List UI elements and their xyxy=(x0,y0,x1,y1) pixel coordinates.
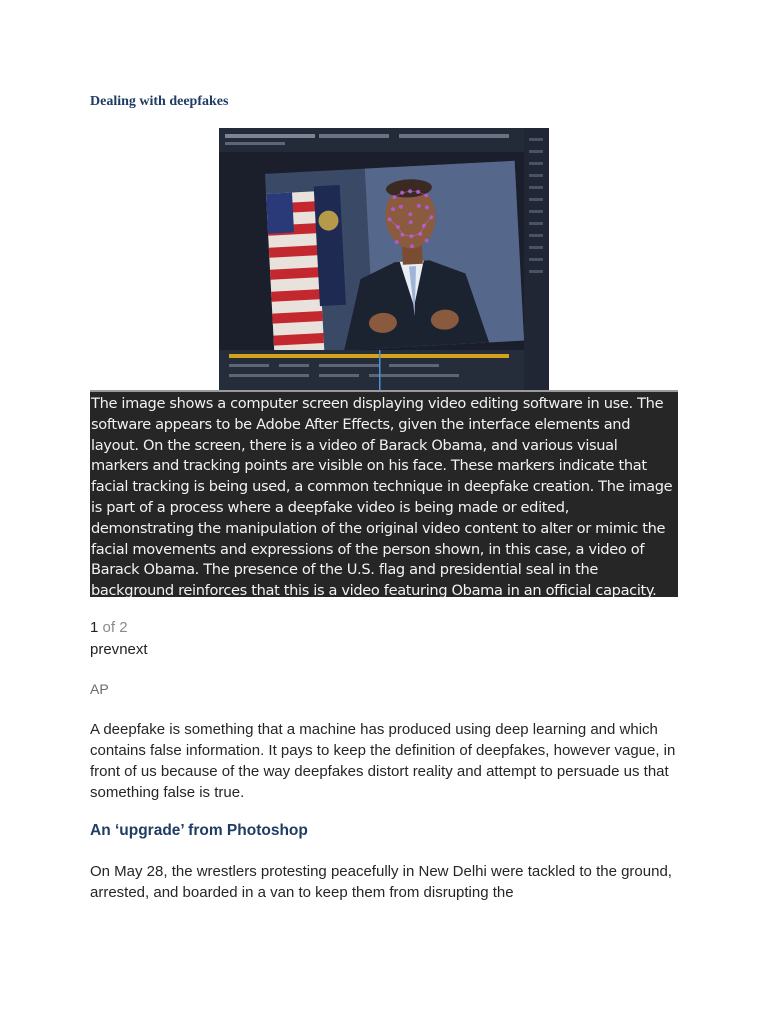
section-title: Dealing with deepfakes xyxy=(90,94,229,109)
gallery-current: 1 xyxy=(90,619,99,636)
gallery-nav xyxy=(90,641,148,658)
gallery-counter xyxy=(90,619,128,636)
next-link[interactable]: next xyxy=(119,641,148,658)
photo-credit: AP xyxy=(90,681,109,697)
gallery-total: of 2 xyxy=(102,619,128,636)
section-subheading: An ‘upgrade’ from Photoshop xyxy=(90,822,308,839)
article-paragraph-1: A deepfake is something that a machine has produced using deep learning and which contains false information. It pays to keep the definition of deepfakes, however vague, in front of us because of the way deepfakes distort reality and attempt to persuade us that something false is true. xyxy=(90,721,676,801)
prev-link[interactable]: prev xyxy=(90,641,120,658)
image-caption: The image shows a computer screen displaying video editing software in use. The software appears to be Adobe After Effects, given the interface elements and layout. On the screen, there is a video of Barack Obama, and various visual markers and tracking points are visible on his face. These markers indicate that facial tracking is being used, a common technique in deepfake creation. The image is part of a process where a deepfake video is being made or edited, demonstrating the manipulation of the original video content to alter or mimic the facial movements and expressions of the person shown, in this case, a video of Barack Obama. The presence of the U.S. flag and presidential seal in the background reinforces that this is a video featuring Obama in an official capacity. xyxy=(90,390,678,597)
article-figure[interactable] xyxy=(219,128,549,390)
article-paragraph-2: On May 28, the wrestlers protesting peacefully in New Delhi were tackled to the ground, arrested, and boarded in a van to keep them from disrupting the xyxy=(90,863,672,901)
deepfake-editing-photo xyxy=(219,128,549,390)
